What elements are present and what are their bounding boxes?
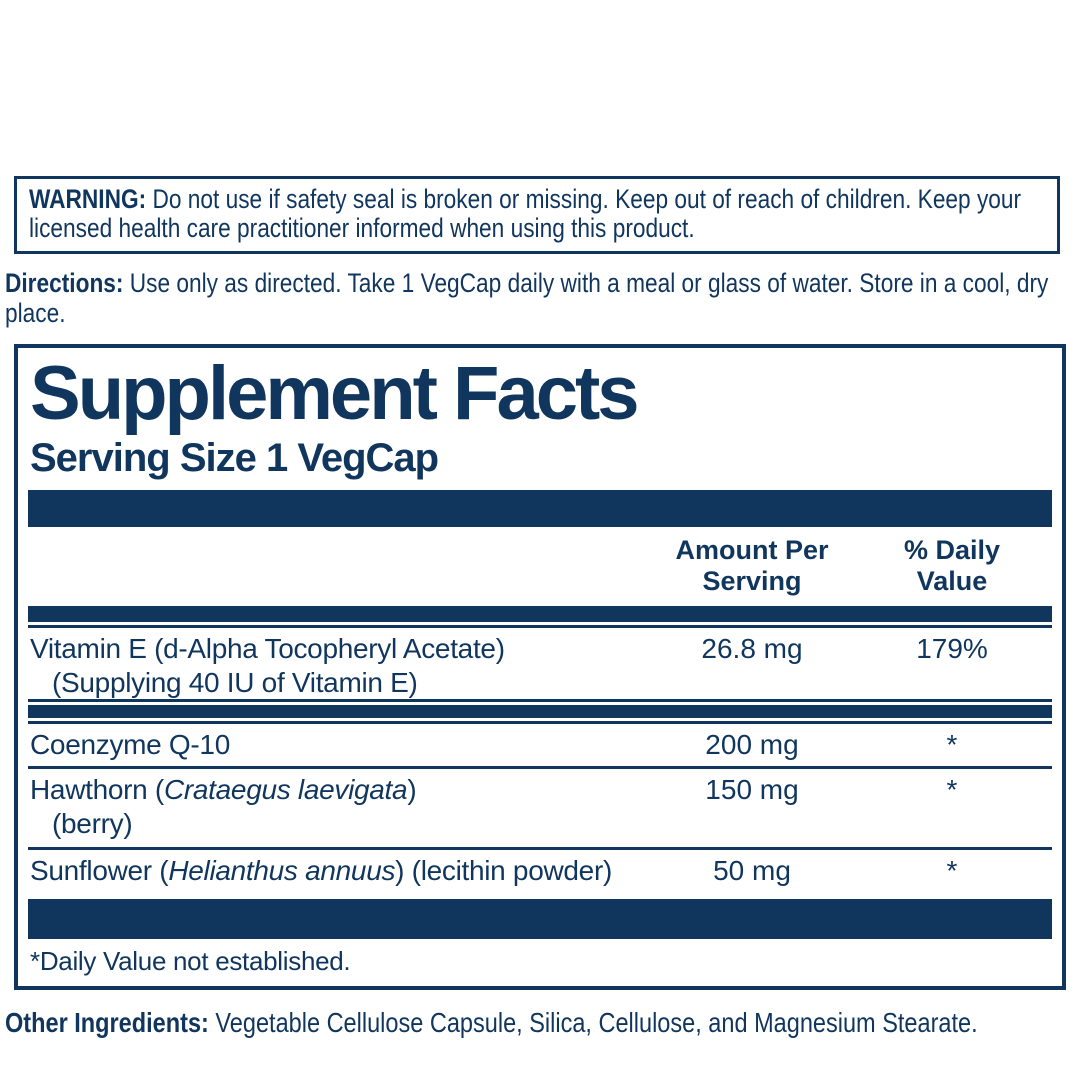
panel-title: Supplement Facts xyxy=(30,351,637,437)
ingredient-name: Coenzyme Q-10 xyxy=(30,729,230,760)
table-header-row xyxy=(28,527,1052,606)
divider-bar-section xyxy=(28,705,1052,718)
other-ingredients-text xyxy=(5,1008,1060,1039)
table-row xyxy=(28,628,1052,697)
ingredient-amount: 26.8 mg xyxy=(701,633,803,665)
warning-label: WARNING: xyxy=(29,184,147,214)
ingredient-detail: (Supplying 40 IU of Vitamin E) xyxy=(52,666,418,698)
other-ingredients xyxy=(5,1008,1060,1039)
ingredient-amount: 50 mg xyxy=(713,855,791,887)
divider-bar-header xyxy=(28,606,1052,622)
divider-bar-top xyxy=(28,490,1052,527)
ingredient-amount: 150 mg xyxy=(705,774,799,806)
table-row xyxy=(28,724,1052,766)
ingredient-daily-value: * xyxy=(946,729,958,760)
directions-text xyxy=(5,268,1060,328)
ingredient-daily-value: 179% xyxy=(916,633,988,665)
ingredient-name: Sunflower (Helianthus annuus) (lecithin powder) xyxy=(30,855,612,887)
column-header-amount: Amount Per Serving xyxy=(675,535,829,596)
daily-value-footnote: *Daily Value not established. xyxy=(30,945,351,976)
directions-label: Directions: xyxy=(5,267,124,298)
directions-body: Use only as directed. Take 1 VegCap daily with a meal or glass of water. Store in a cool, dry place. xyxy=(5,267,1049,328)
table-row xyxy=(28,850,1052,892)
ingredient-daily-value: * xyxy=(946,774,958,806)
warning-text xyxy=(29,185,1045,243)
serving-size: Serving Size 1 VegCap xyxy=(30,436,439,481)
column-header-daily-value: % Daily Value xyxy=(903,535,1001,596)
ingredient-amount: 200 mg xyxy=(705,729,799,760)
table-row xyxy=(28,769,1052,845)
directions xyxy=(5,268,1060,328)
ingredient-detail: (berry) xyxy=(52,807,133,839)
warning-box xyxy=(14,176,1060,254)
ingredient-daily-value: * xyxy=(946,855,958,887)
ingredient-name: Vitamin E (d-Alpha Tocopheryl Acetate) xyxy=(30,633,505,665)
ingredient-name: Hawthorn (Crataegus laevigata) xyxy=(30,774,417,806)
other-ingredients-body: Vegetable Cellulose Capsule, Silica, Cellulose, and Magnesium Stearate. xyxy=(208,1006,978,1038)
divider-hairline xyxy=(28,699,1052,702)
divider-bar-bottom xyxy=(28,899,1052,939)
warning-body: Do not use if safety seal is broken or missing. Keep out of reach of children. Keep your licensed health care practitioner informed when using this product. xyxy=(29,184,1022,243)
supplement-facts-panel xyxy=(14,344,1066,989)
other-ingredients-label: Other Ingredients: xyxy=(5,1006,209,1038)
